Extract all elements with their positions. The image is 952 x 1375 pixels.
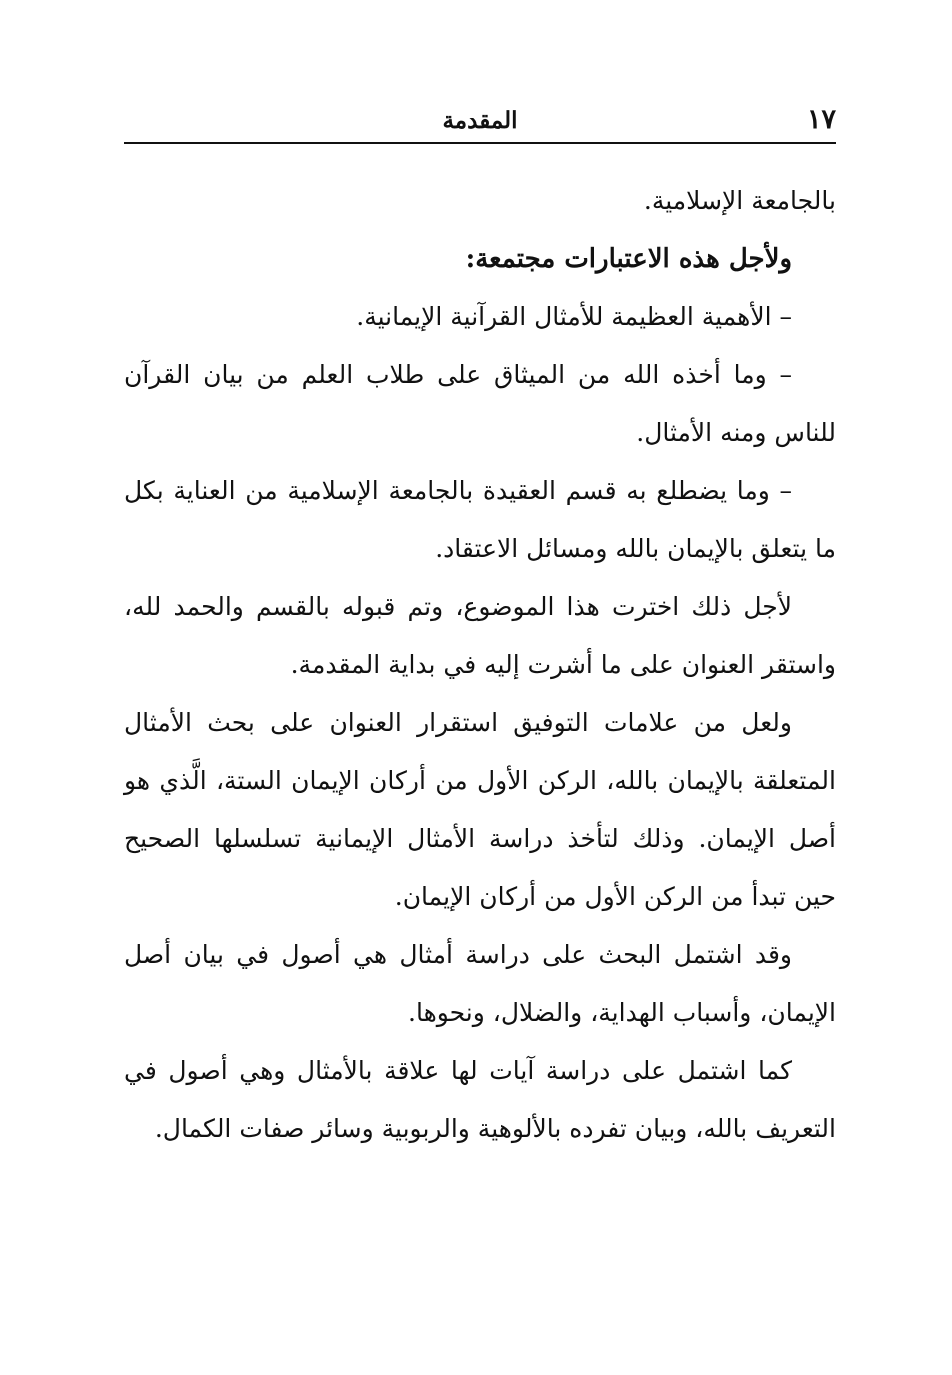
- section-title: المقدمة: [442, 107, 518, 134]
- body-text: [124, 172, 836, 1158]
- paragraph-topic-choice: لأجل ذلك اخترت هذا الموضوع، وتم قبوله بالقسم والحمد لله، واستقر العنوان على ما أشرت إليه في بداية المقدمة.: [124, 592, 836, 679]
- page-number: ١٧: [806, 104, 836, 135]
- paragraph-continuation: بالجامعة الإسلامية.: [643, 186, 836, 215]
- list-item-department: – وما يضطلع به قسم العقيدة بالجامعة الإسلامية من العناية بكل ما يتعلق بالإيمان بالله ومسائل الاعتقاد.: [124, 476, 836, 563]
- header-rule: [124, 142, 836, 144]
- paragraph-research-scope: وقد اشتمل البحث على دراسة أمثال هي أصول في بيان أصل الإيمان، وأسباب الهداية، والضلال، ونحوها.: [124, 940, 836, 1027]
- list-item-covenant: – وما أخذه الله من الميثاق على طلاب العلم من بيان القرآن للناس ومنه الأمثال.: [124, 360, 836, 447]
- running-header: [124, 100, 836, 144]
- list-item-importance: – الأهمية العظيمة للأمثال القرآنية الإيمانية.: [356, 302, 792, 331]
- paragraph-lead-heading: ولأجل هذه الاعتبارات مجتمعة:: [465, 244, 792, 274]
- paragraph-verses-scope: كما اشتمل على دراسة آيات لها علاقة بالأمثال وهي أصول في التعريف بالله، وبيان تفرده بالألوهية والربوبية وسائر صفات الكمال.: [124, 1056, 836, 1143]
- paragraph-title-settled: ولعل من علامات التوفيق استقرار العنوان على بحث الأمثال المتعلقة بالإيمان بالله، الركن الأول من أركان الإيمان الستة، الَّذي هو أصل الإيمان. وذلك لتأخذ دراسة الأمثال الإيمانية تسلسلها الصحيح حين تبدأ من الركن الأول من أركان الإيمان.: [124, 708, 836, 911]
